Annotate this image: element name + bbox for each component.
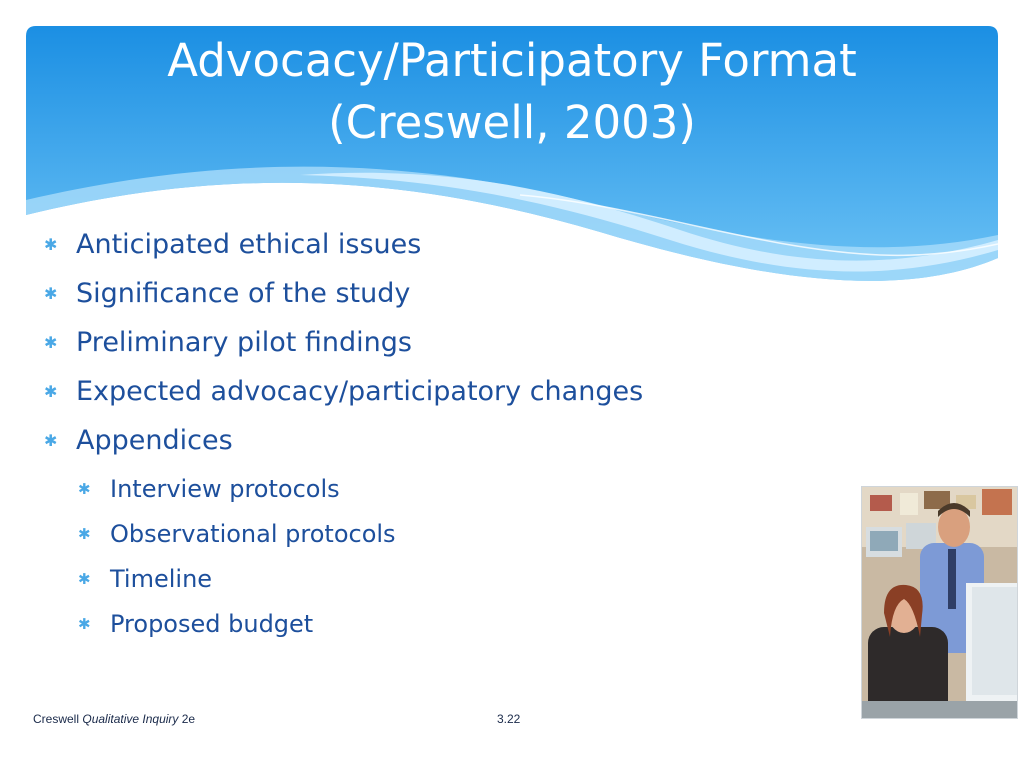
slide-number: 3.22 [497, 712, 521, 726]
bullet-item [44, 225, 643, 274]
title-line-1: Advocacy/Participatory Format [167, 34, 857, 87]
asterisk-bullet-icon: ✱ [78, 570, 91, 588]
sub-bullet-text: Proposed budget [110, 610, 314, 638]
footer-book-title: Qualitative Inquiry [82, 712, 179, 726]
bullet-text: Significance of the study [76, 278, 411, 309]
bullet-item [44, 323, 643, 372]
bullet-text: Expected advocacy/participatory changes [76, 376, 644, 407]
photo-illustration [862, 487, 1017, 718]
footer-author: Creswell [33, 712, 80, 726]
bullet-item [44, 421, 643, 470]
slide-title [40, 30, 984, 154]
bullet-text: Anticipated ethical issues [76, 229, 422, 260]
footer-edition: 2e [181, 712, 196, 726]
asterisk-bullet-icon: ✱ [44, 235, 58, 254]
asterisk-bullet-icon: ✱ [78, 615, 91, 633]
bullet-text: Appendices [76, 425, 233, 456]
asterisk-bullet-icon: ✱ [78, 525, 91, 543]
sub-bullet-text: Observational protocols [110, 520, 396, 548]
asterisk-bullet-icon: ✱ [44, 333, 58, 352]
sub-bullet-item [44, 605, 643, 650]
asterisk-bullet-icon: ✱ [44, 284, 58, 303]
office-workers-at-computer-photo [861, 486, 1018, 719]
sub-bullet-text: Interview protocols [110, 475, 340, 503]
asterisk-bullet-icon: ✱ [44, 382, 58, 401]
sub-bullet-item [44, 560, 643, 605]
sub-bullet-item [44, 470, 643, 515]
bullet-item [44, 274, 643, 323]
bullet-text: Preliminary pilot findings [76, 327, 412, 358]
sub-bullet-item [44, 515, 643, 560]
bullet-item [44, 372, 643, 421]
sub-bullet-text: Timeline [110, 565, 213, 593]
asterisk-bullet-icon: ✱ [44, 431, 58, 450]
asterisk-bullet-icon: ✱ [78, 480, 91, 498]
title-line-2: (Creswell, 2003) [328, 96, 696, 149]
footer-citation [33, 712, 195, 726]
bullet-list [44, 225, 643, 650]
